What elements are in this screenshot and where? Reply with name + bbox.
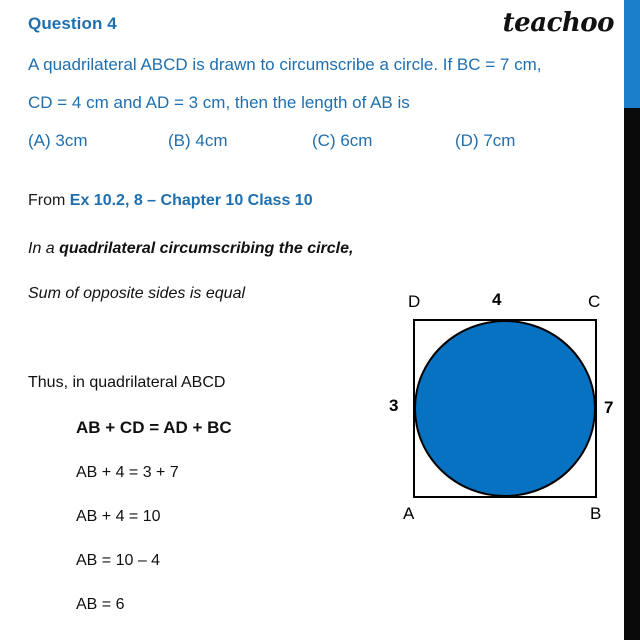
solution-step-2: AB + 4 = 10 (76, 508, 161, 525)
solution-intro: Thus, in quadrilateral ABCD (28, 374, 226, 391)
inscribed-circle-shape (414, 320, 596, 497)
diagram-label-d: D (408, 292, 421, 311)
theorem-emphasis: quadrilateral circumscribing the circle, (59, 240, 354, 257)
page-title: Question 4 (28, 14, 117, 33)
solution-step-1: AB + 4 = 3 + 7 (76, 464, 179, 481)
diagram-label-b: B (590, 504, 602, 523)
geometry-diagram (380, 284, 630, 534)
diagram-side-right: 7 (604, 398, 614, 417)
diagram-side-top: 4 (492, 290, 502, 309)
answer-options (28, 131, 588, 155)
option-c[interactable]: (C) 6cm (312, 131, 373, 150)
theorem-statement-line-1 (28, 240, 353, 258)
source-reference-line (28, 192, 313, 210)
source-reference-link[interactable]: Ex 10.2, 8 – Chapter 10 Class 10 (69, 192, 313, 209)
diagram-side-left: 3 (389, 396, 399, 415)
solution-step-4: AB = 6 (76, 596, 125, 613)
diagram-label-a: A (403, 504, 415, 523)
solution-step-3: AB = 10 – 4 (76, 552, 161, 569)
from-prefix: From (28, 192, 70, 209)
option-a[interactable]: (A) 3cm (28, 131, 88, 150)
edge-bar-blue (624, 0, 640, 108)
theorem-statement-line-2: Sum of opposite sides is equal (28, 285, 246, 302)
question-text-line-1: A quadrilateral ABCD is drawn to circumscribe a circle. If BC = 7 cm, (28, 55, 542, 74)
brand-logo: teachoo (502, 8, 614, 38)
theorem-prefix: In a (28, 240, 60, 257)
solution-equation: AB + CD = AD + BC (76, 418, 232, 437)
option-d[interactable]: (D) 7cm (455, 131, 516, 150)
question-text-line-2: CD = 4 cm and AD = 3 cm, then the length of AB is (28, 93, 410, 112)
diagram-label-c: C (588, 292, 601, 311)
option-b[interactable]: (B) 4cm (168, 131, 228, 150)
